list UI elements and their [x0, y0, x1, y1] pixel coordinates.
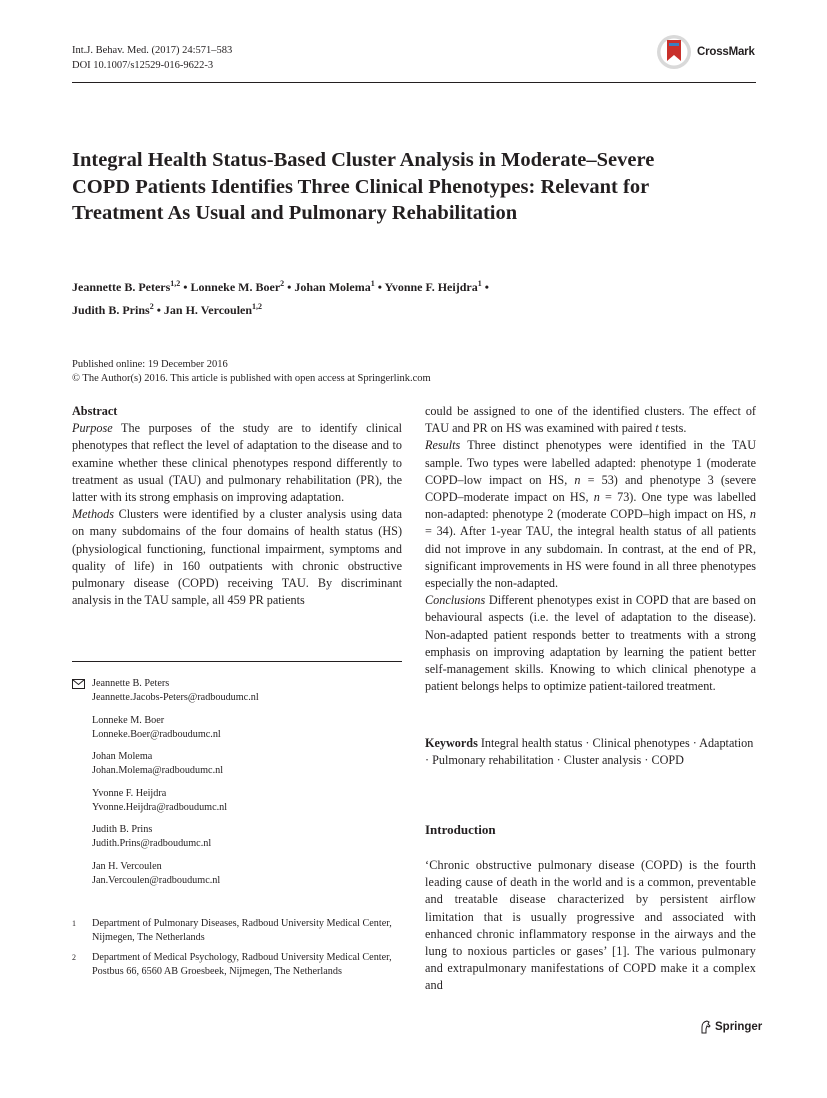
- author-separator: •: [484, 280, 489, 294]
- article-title: Integral Health Status-Based Cluster Analysis in Moderate–Severe COPD Patients Identifies Three Clinical Phenotypes: Relevant for Treatment As Usual and Pulmonary Rehabilitation: [72, 149, 655, 224]
- author[interactable]: Judith B. Prins$^2$: [72, 302, 154, 317]
- author[interactable]: Yvonne F. Heijdra$^1$: [384, 279, 482, 294]
- email-link[interactable]: Lonneke.Boer@radboudumc.nl: [92, 728, 221, 740]
- author[interactable]: Johan Molema$^1$: [294, 279, 375, 294]
- introduction-heading: Introduction: [425, 822, 496, 837]
- keywords-label: Keywords: [425, 736, 478, 750]
- copyright-notice: © The Author(s) 2016. This article is published with open access at Springerlink.com: [72, 373, 431, 384]
- publisher-name: Springer: [715, 1021, 763, 1033]
- email-link[interactable]: Jeannette.Jacobs-Peters@radboudumc.nl: [92, 692, 259, 703]
- correspondence-entry: Judith B. Prins Judith.Prins@radboudumc.nl: [72, 823, 402, 851]
- keywords-text: Integral health status · Clinical phenotypes · Adaptation · Pulmonary rehabilitation · Cluster analysis · COPD: [425, 736, 754, 768]
- springer-horse-icon: [700, 1020, 712, 1034]
- abstract-methods-cont: could be assigned to one of the identified clusters. The effect of TAU and PR on HS was examined with paired t tests.: [425, 404, 756, 436]
- affiliation: 2 Department of Medical Psychology, Radboud University Medical Center, Postbus 66, 6560 AB Groesbeek, Nijmegen, The Netherlands: [72, 952, 392, 977]
- abstract-results: Results Three distinct phenotypes were identified in the TAU sample. Two types were labelled adapted: phenotype 1 (moderate COPD–low impact on HS, n = 53) and phenotype 3 (severe COPD–moderate impact on HS, n = 73). One type was labelled non-adapted: phenotype 2 (moderate COPD–high impact on HS, n = 34). After 1-year TAU, the integral health status of all patients did not improve in any subdomain. In contrast, at the end of PR, significant improvements in HS were found in all three phenotypes especially the non-adapted.: [425, 438, 757, 591]
- crossmark-label: CrossMark: [697, 46, 755, 58]
- header-rule: [72, 82, 756, 83]
- affiliations: [72, 917, 404, 985]
- author-separator: •: [377, 280, 382, 294]
- correspondence-entry: Jeannette B. Peters Jeannette.Jacobs-Peters@radboudumc.nl: [72, 677, 402, 705]
- author[interactable]: Jan H. Vercoulen$^{1,2}$: [163, 302, 263, 317]
- crossmark-icon: [656, 34, 692, 70]
- author-list: [72, 274, 632, 320]
- introduction-text: ‘Chronic obstructive pulmonary disease (COPD) is the fourth leading cause of death in the world and is a common, preventable and treatable disease characterized by persistent airflow limitation that is usually progressive and associated with enhanced chronic inflammatory response in the airways and the lung to noxious particles or gases’ [1]. The various pulmonary and extrapulmonary manifestations of COPD make it a complex and: [425, 858, 756, 993]
- correspondence-block: [72, 677, 402, 896]
- published-date: Published online: 19 December 2016: [72, 359, 228, 370]
- crossmark-badge[interactable]: [656, 33, 756, 71]
- abstract-methods: Methods Clusters were identified by a cluster analysis using data on many subdomains of the four domains of health status (HS) (physiological functioning, functional impairment, symptoms and quality of life) in 160 outpatients with chronic obstructive pulmonary disease (COPD) receiving TAU. By discriminant analysis in the TAU sample, all 459 PR patients: [72, 507, 402, 608]
- author[interactable]: Jeannette B. Peters$^{1,2}$: [72, 279, 181, 294]
- abstract-heading: Abstract: [72, 404, 118, 418]
- envelope-icon: [72, 679, 85, 689]
- doi[interactable]: DOI 10.1007/s12529-016-9622-3: [72, 60, 214, 71]
- email-link[interactable]: Judith.Prins@radboudumc.nl: [92, 838, 212, 849]
- author-separator: •: [156, 303, 161, 317]
- journal-header: [72, 43, 232, 73]
- keywords: [425, 735, 756, 769]
- email-link[interactable]: Yvonne.Heijdra@radboudumc.nl: [92, 801, 228, 813]
- footnote-rule: [72, 661, 402, 662]
- journal-citation: Int.J. Behav. Med. (2017) 24:571–583: [72, 45, 233, 56]
- author[interactable]: Lonneke M. Boer$^2$: [190, 279, 285, 294]
- affiliation: 1 Department of Pulmonary Diseases, Radboud University Medical Center, Nijmegen, The Netherlands: [72, 918, 392, 943]
- abstract-left: [72, 403, 402, 609]
- publication-info: [72, 358, 431, 386]
- email-link[interactable]: Johan.Molema@radboudumc.nl: [92, 765, 224, 776]
- abstract-purpose: Purpose The purposes of the study are to identify clinical phenotypes that reflect the level of adaptation to the disease and to examine whether these clinical phenotypes respond differently to treatment as usual (TAU) and pulmonary rehabilitation (PR), the latter with its strong emphasis on improving adaptation.: [72, 421, 403, 505]
- publisher-footer: [700, 1020, 762, 1034]
- author-separator: •: [287, 280, 292, 294]
- abstract-conclusions: Conclusions Different phenotypes exist in COPD that are based on behavioural aspects (i.e. the level of adaptation to the disease). Non-adapted patient responds better to treatments with a strong emphasis on improving adaptation by learning the patient better self-management skills. Knowing to which clinical phenotype a patient belongs helps to optimize patient-tailored treatment.: [425, 593, 756, 694]
- correspondence-entry: Johan Molema Johan.Molema@radboudumc.nl: [72, 750, 402, 778]
- abstract-right: [425, 403, 756, 695]
- correspondence-entry: Jan H. Vercoulen Jan.Vercoulen@radboudumc.nl: [72, 860, 402, 888]
- correspondence-entry: Yvonne F. Heijdra Yvonne.Heijdra@radboudumc.nl: [72, 787, 402, 815]
- correspondence-entry: Lonneke M. Boer Lonneke.Boer@radboudumc.nl: [72, 714, 402, 742]
- author-separator: •: [183, 280, 188, 294]
- email-link[interactable]: Jan.Vercoulen@radboudumc.nl: [92, 874, 221, 886]
